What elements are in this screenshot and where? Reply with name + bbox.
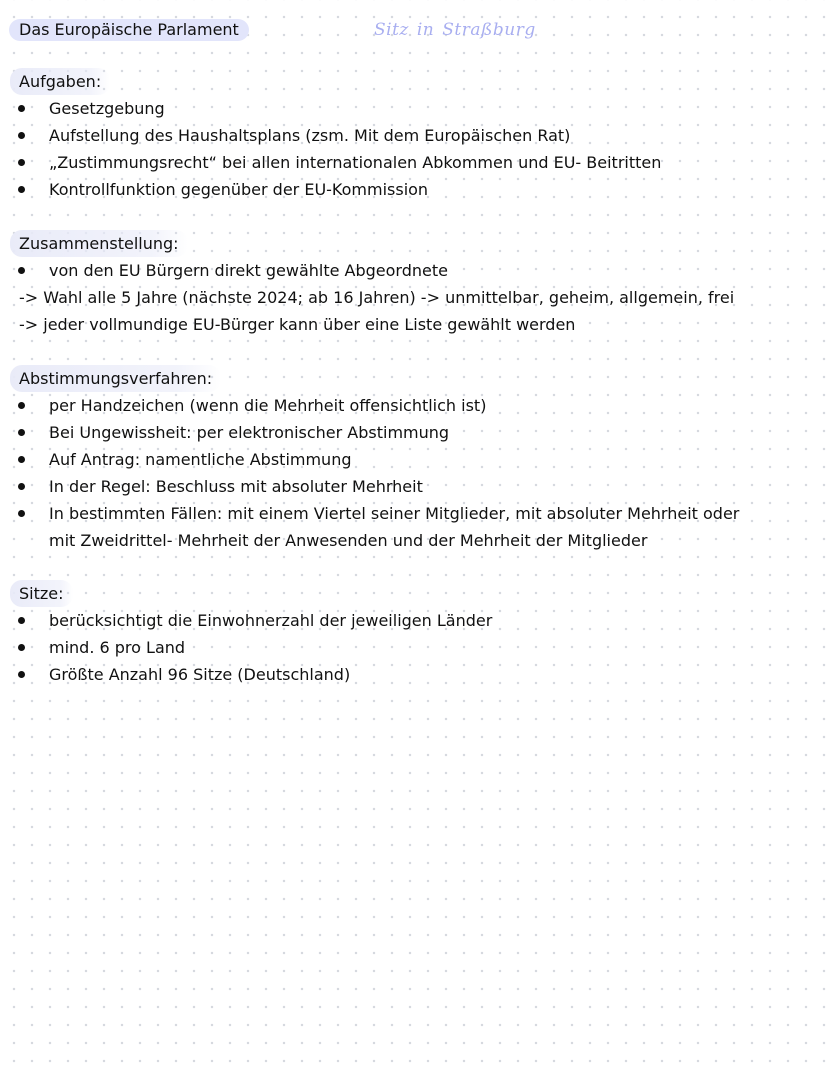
section-heading: Zusammenstellung:: [10, 230, 188, 257]
handwritten-word: Straßburg: [442, 20, 536, 40]
bullet-icon: [18, 186, 25, 193]
page-title: Das Europäische Parlament: [9, 19, 249, 41]
bullet-icon: [18, 267, 25, 274]
section-sitze: [0, 580, 828, 688]
list-item: berücksichtigt die Einwohnerzahl der jeweiligen Länder: [0, 607, 828, 634]
arrow-note: -> jeder vollmundige EU-Bürger kann über eine Liste gewählt werden: [19, 315, 576, 334]
section-zusammenstellung: [0, 230, 828, 338]
bullet-icon: [18, 671, 25, 678]
bullet-icon: [18, 644, 25, 651]
bullet-icon: [18, 456, 25, 463]
list-item: Bei Ungewissheit: per elektronischer Abstimmung: [0, 419, 828, 446]
bullet-icon: [18, 159, 25, 166]
bullet-icon: [18, 617, 25, 624]
list-item-continuation: mit Zweidrittel- Mehrheit der Anwesenden und der Mehrheit der Mitglieder: [49, 531, 648, 550]
bullet-icon: [18, 483, 25, 490]
handwritten-word: Sitz: [374, 20, 409, 40]
bullet-icon: [18, 402, 25, 409]
section-heading: Sitze:: [10, 580, 73, 607]
section-abstimmungsverfahren: [0, 365, 828, 554]
list-item: Kontrollfunktion gegenüber der EU-Kommission: [0, 176, 828, 203]
list-item: In der Regel: Beschluss mit absoluter Mehrheit: [0, 473, 828, 500]
list-item: Auf Antrag: namentliche Abstimmung: [0, 446, 828, 473]
arrow-note: -> Wahl alle 5 Jahre (nächste 2024; ab 16 Jahren) -> unmittelbar, geheim, allgemein, frei: [19, 288, 735, 307]
section-heading: Aufgaben:: [10, 68, 110, 95]
handwritten-note: [374, 18, 544, 42]
list-item: von den EU Bürgern direkt gewählte Abgeordnete: [0, 257, 828, 284]
bullet-icon: [18, 105, 25, 112]
title-row: [0, 16, 828, 46]
list-item: In bestimmten Fällen: mit einem Viertel seiner Mitglieder, mit absoluter Mehrheit oder: [0, 500, 828, 527]
list-item: mind. 6 pro Land: [0, 634, 828, 661]
bullet-icon: [18, 510, 25, 517]
list-item: Gesetzgebung: [0, 95, 828, 122]
bullet-icon: [18, 132, 25, 139]
list-item: Aufstellung des Haushaltsplans (zsm. Mit dem Europäischen Rat): [0, 122, 828, 149]
handwritten-word: in: [416, 20, 435, 40]
section-heading: Abstimmungsverfahren:: [10, 365, 221, 392]
section-aufgaben: [0, 68, 828, 203]
list-item: „Zustimmungsrecht“ bei allen internationalen Abkommen und EU- Beitritten: [0, 149, 828, 176]
list-item: per Handzeichen (wenn die Mehrheit offensichtlich ist): [0, 392, 828, 419]
list-item: Größte Anzahl 96 Sitze (Deutschland): [0, 661, 828, 688]
bullet-icon: [18, 429, 25, 436]
